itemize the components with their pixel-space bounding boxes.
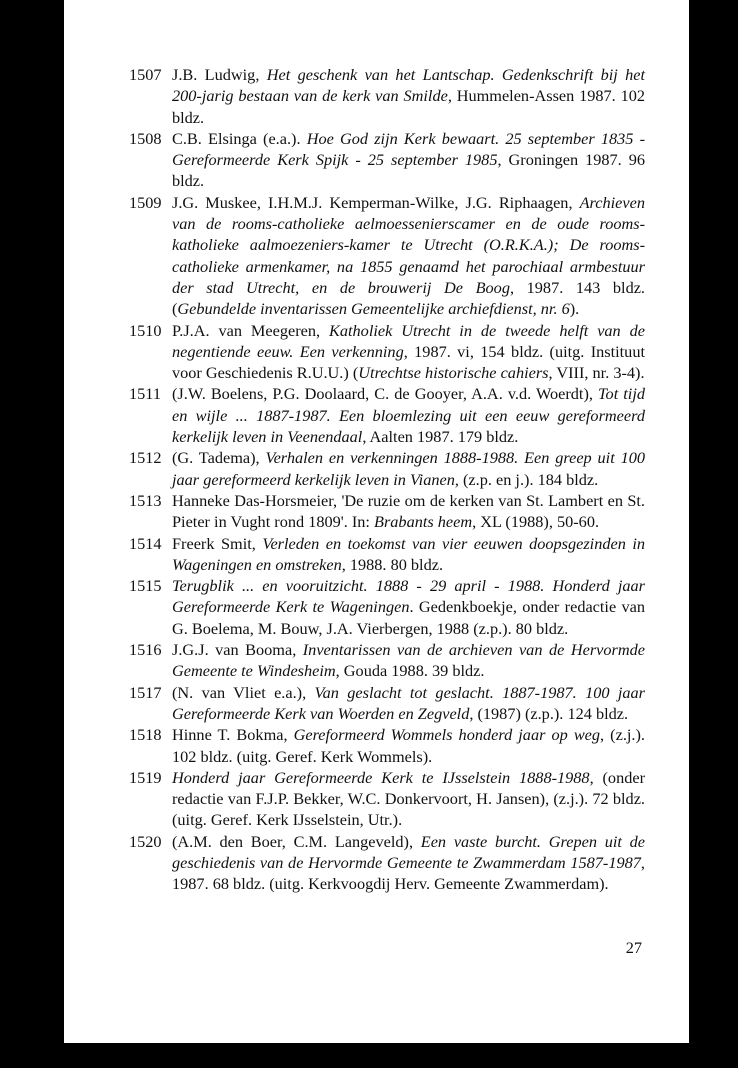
entry-title-italic: Terugblik ... en vooruitzicht. 1888 - 29 april - 1988. Honderd jaar Gereformeerde Kerk te Wageningen — [172, 576, 645, 617]
entry-text-segment: , (z.j.). 102 bldz. (uitg. Geref. Kerk Wommels). — [172, 725, 645, 766]
entry-title-italic: Katholiek Utrecht in de tweede helft van de negentiende eeuw. Een verkenning — [172, 320, 645, 361]
entry-number: 1520 — [129, 831, 162, 851]
entry-text-segment: , Groningen 1987. 96 bldz. — [172, 150, 645, 191]
entry-title-italic: Verleden en toekomst van vier eeuwen doopsgezinden in Wageningen en omstreken — [172, 533, 645, 574]
entry-number: 1516 — [129, 640, 162, 660]
entry-title-italic: Hoe God zijn Kerk bewaart. 25 september 1835 - Gereformeerde Kerk Spijk - 25 september 1985 — [172, 128, 646, 170]
entry-text-segment: , Aalten 1987. 179 bldz. — [362, 427, 519, 447]
bibliography-entry — [129, 383, 645, 447]
entry-text-segment: (G. Tadema), — [172, 448, 266, 468]
entry-text-segment: (N. van Vliet e.a.), — [172, 682, 315, 702]
bibliography-entry — [129, 490, 645, 533]
entry-text-segment: , 1987. 68 bldz. (uitg. Kerkvoogdij Herv. Gemeente Zwammerdam). — [172, 852, 645, 894]
entry-title-italic: Utrechtse historische cahiers — [358, 363, 549, 383]
bibliography-entry — [129, 724, 645, 767]
entry-text-segment: ). — [569, 299, 580, 319]
bibliography-entry — [129, 533, 645, 576]
entry-text-segment: Hinne T. Bokma, — [172, 725, 294, 745]
entry-text — [172, 767, 645, 831]
entry-number: 1514 — [129, 533, 162, 553]
entry-number: 1512 — [129, 448, 162, 468]
bibliography-entry — [129, 320, 645, 384]
entry-text — [172, 447, 645, 490]
entry-text-segment: Freerk Smit, — [172, 533, 263, 553]
page-number: 27 — [625, 938, 642, 957]
entry-title-italic: Archieven van de rooms-catholieke aelmoessenierscamer en de oude rooms-katholieke aalmoezeniers-kamer te Utrecht (O.R.K.A.); De rooms-catholieke armenkamer, na 1855 genaamd het parochiaal armbestuur der stad Utrecht, en de brouwerij De Boog — [172, 192, 645, 297]
entry-text-segment: Hanneke Das-Horsmeier, 'De ruzie om de kerken van St. Lambert en St. Pieter in Vught rond 1809'. In: — [172, 490, 645, 532]
bibliography-entry — [129, 128, 645, 192]
entry-number: 1517 — [129, 682, 162, 702]
entry-title-italic: Inventarissen van de archieven van de Hervormde Gemeente te Windesheim — [172, 640, 645, 681]
entry-number: 1513 — [129, 490, 162, 510]
entry-text — [172, 383, 645, 447]
bibliography-entry — [129, 831, 645, 895]
entry-text-segment: , 1987. 143 bldz. ( — [172, 277, 645, 319]
scan-border-right — [689, 0, 738, 1068]
entry-title-italic: Tot tijd en wijle ... 1887-1987. Een bloemlezing uit een eeuw gereformeerd kerkelijk leven in Veenendaal — [172, 384, 645, 447]
entry-text — [172, 64, 645, 128]
entry-text — [172, 128, 645, 192]
entry-title-italic: Het geschenk van het Lantschap. Gedenkschrift bij het 200-jarig bestaan van de kerk van Smilde — [172, 65, 645, 106]
bibliography-entry — [129, 682, 645, 725]
entry-text-segment: (J.W. Boelens, P.G. Doolaard, C. de Gooyer, A.A. v.d. Woerdt), — [172, 384, 598, 404]
entry-number: 1508 — [129, 128, 162, 148]
entry-text-segment: , Hummelen-Assen 1987. 102 bldz. — [172, 86, 645, 127]
entry-title-italic: Brabants heem — [374, 512, 473, 532]
entry-text-segment: , XL (1988), 50-60. — [472, 512, 600, 532]
bibliography-entry — [129, 447, 645, 490]
entry-text — [172, 639, 645, 682]
entry-title-italic: Van geslacht tot geslacht. 1887-1987. 100 jaar Gereformeerde Kerk van Woerden en Zegveld — [172, 682, 645, 723]
entry-title-italic: Gebundelde inventarissen Gemeentelijke archiefdienst, nr. 6 — [177, 299, 570, 319]
entry-text-segment: , (z.p. en j.). 184 bldz. — [454, 469, 599, 489]
entry-text — [172, 533, 645, 576]
entry-text-segment: J.B. Ludwig, — [172, 65, 267, 84]
entry-number: 1510 — [129, 320, 162, 340]
bibliography-entry — [129, 192, 645, 320]
entry-number: 1507 — [129, 65, 162, 84]
entry-text-segment: , (1987) (z.p.). 124 bldz. — [469, 703, 629, 723]
entry-text-segment: (A.M. den Boer, C.M. Langeveld), — [172, 831, 421, 851]
entry-text-segment: C.B. Elsinga (e.a.). — [172, 128, 307, 148]
scan-border-bottom — [0, 1043, 738, 1068]
entry-title-italic: Een vaste burcht. Grepen uit de geschiedenis van de Hervormde Gemeente te Zwammerdam 1587-1987 — [172, 831, 645, 872]
bibliography-entry — [129, 575, 645, 639]
entry-text — [172, 575, 645, 639]
entry-text — [172, 724, 645, 767]
entry-text — [172, 490, 645, 533]
entry-number: 1519 — [129, 767, 162, 787]
entry-text-segment: , 1987. vi, 154 bldz. (uitg. Instituut voor Geschiedenis R.U.U.) ( — [172, 341, 645, 383]
entry-text-segment: J.G.J. van Booma, — [172, 640, 303, 660]
entry-text — [172, 192, 645, 320]
bibliography-entry — [129, 767, 645, 831]
entry-title-italic: Verhalen en verkenningen 1888-1988. Een greep uit 100 jaar gereformeerd kerkelijk leven in Vianen — [172, 448, 645, 489]
entry-text — [172, 831, 645, 895]
entry-text-segment: , Gouda 1988. 39 bldz. — [335, 661, 485, 681]
bibliography-list — [129, 64, 645, 895]
entry-text-segment: , (onder redactie van F.J.P. Bekker, W.C. Donkervoort, H. Jansen), (z.j.). 72 bldz. (uitg. Geref. Kerk IJsselstein, Utr.). — [172, 767, 645, 830]
entry-text-segment: P.J.A. van Meegeren, — [172, 320, 330, 340]
entry-text — [172, 320, 645, 384]
entry-text-segment: J.G. Muskee, I.H.M.J. Kemperman-Wilke, J.G. Riphaagen, — [172, 192, 580, 212]
entry-text-segment: . Gedenkboekje, onder redactie van G. Boelema, M. Bouw, J.A. Vierbergen, 1988 (z.p.). 80 bldz. — [172, 597, 646, 638]
entry-number: 1509 — [129, 192, 162, 212]
entry-title-italic: Gereformeerd Wommels honderd jaar op weg — [293, 725, 601, 745]
entry-text-segment: , VIII, nr. 3-4). — [548, 363, 645, 383]
bibliography-entry — [129, 64, 645, 128]
entry-number: 1515 — [129, 576, 162, 596]
entry-text — [172, 682, 645, 725]
entry-title-italic: Honderd jaar Gereformeerde Kerk te IJsselstein 1888-1988 — [172, 767, 590, 787]
entry-text-segment: , 1988. 80 bldz. — [341, 554, 444, 574]
bibliography-entry — [129, 639, 645, 682]
entry-number: 1511 — [129, 384, 161, 404]
scan-border-left — [0, 0, 64, 1068]
entry-number: 1518 — [129, 725, 162, 745]
